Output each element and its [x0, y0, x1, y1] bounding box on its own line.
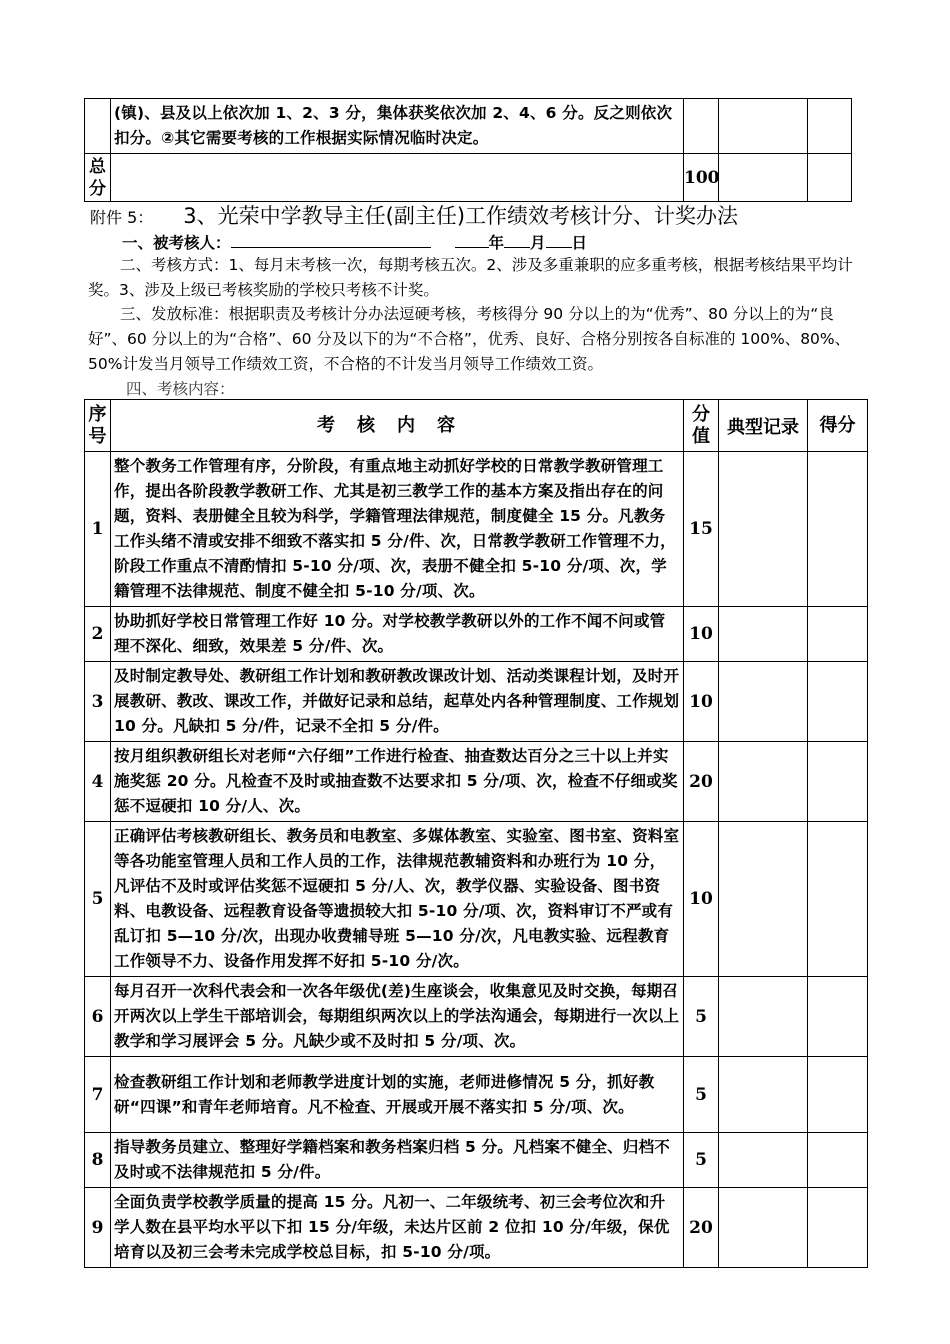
row-got [808, 977, 868, 1057]
attachment-heading: 3、光荣中学教导主任(副主任)工作绩效考核计分、计奖办法 [183, 204, 739, 228]
row-score: 10 [684, 607, 719, 662]
row-content: 整个教务工作管理有序，分阶段，有重点地主动抓好学校的日常教学教研管理工作，提出各阶段教学教研工作、尤其是初三教学工作的基本方案及指出存在的问题，资料、表册健全且较为科学，学籍管理法律规范，制度健全 15 分。凡教务工作头绪不清或安排不细致不落实扣 5 分/件、次，日常教学教研工作管理不力，阶段工作重点不清酌情扣 5-10 分/项、次，表册不健全扣 5-10 分/项、次，学籍管理不法律规范、制度不健全扣 5-10 分/项、次。 [111, 452, 684, 607]
row-no: 7 [85, 1057, 111, 1133]
section-method: 二、考核方式：1、每月末考核一次，每期考核五次。2、涉及多重兼职的应多重考核，根据考核结果平均计奖。3、涉及上级已考核奖励的学校只考核不计奖。 [88, 256, 853, 299]
row-score: 5 [684, 1057, 719, 1133]
previous-score-table [84, 98, 852, 202]
table-row [85, 662, 868, 742]
row-no: 6 [85, 977, 111, 1057]
row-no: 8 [85, 1133, 111, 1188]
table-header-row [85, 400, 868, 452]
table-row [85, 1188, 868, 1268]
row-score: 10 [684, 822, 719, 977]
section-standard: 三、发放标准：根据职责及考核计分办法逗硬考核，考核得分 90 分以上的为“优秀”、80 分以上的为“良好”、60 分以上的为“合格”、60 分及以下的为“不合格”，优秀、良好、合格分别按各自标准的 100%、80%、50%计发当月领导工作绩效工资，不合格的不计发当月领导工作绩效工资。 [88, 305, 851, 373]
row-got [808, 822, 868, 977]
assessment-table [84, 399, 868, 1268]
table-row [85, 452, 868, 607]
row-content: 正确评估考核教研组长、教务员和电教室、多媒体教室、实验室、图书室、资料室等各功能室管理人员和工作人员的工作，法律规范教辅资料和办班行为 10 分，凡评估不及时或评估奖惩不逗硬扣 5 分/人、次，教学仪器、实验设备、图书资料、电教设备、远程教育设备等遗损较大扣 5-10 分/项、次，资料审订不严或有乱订扣 5—10 分/次，出现办收费辅导班 5—10 分/次，凡电教实验、远程教育工作领导不力、设备作用发挥不好扣 5-10 分/次。 [111, 822, 684, 977]
row-content: 全面负责学校教学质量的提高 15 分。凡初一、二年级统考、初三会考位次和升学人数在县平均水平以下扣 15 分/年级，未达片区前 2 位扣 10 分/年级，保优培育以及初三会考未完成学校总目标，扣 5-10 分/项。 [111, 1188, 684, 1268]
row-got [808, 662, 868, 742]
row-score: 20 [684, 1188, 719, 1268]
row-content: 按月组织教研组长对老师“六仔细”工作进行检查、抽查数达百分之三十以上并实施奖惩 20 分。凡检查不及时或抽查数不达要求扣 5 分/项、次，检查不仔细或奖惩不逗硬扣 10 分/人、次。 [111, 742, 684, 822]
row-no: 4 [85, 742, 111, 822]
header-score: 分值 [684, 400, 719, 452]
row-got [808, 742, 868, 822]
row-score: 15 [684, 452, 719, 607]
header-no: 序号 [85, 400, 111, 452]
row-record [719, 607, 808, 662]
header-content: 考核内容 [111, 400, 684, 452]
month-label: 月 [530, 234, 546, 252]
row-record [719, 977, 808, 1057]
row-record [719, 1188, 808, 1268]
row-got [808, 607, 868, 662]
year-label: 年 [488, 234, 505, 252]
row-got [808, 452, 868, 607]
row-content: 每月召开一次科代表会和一次各年级优(差)生座谈会，收集意见及时交换，每期召开两次以上学生干部培训会，每期组织两次以上的学法沟通会，每期进行一次以上教学和学习展评会 5 分。凡缺少或不及时扣 5 分/项、次。 [111, 977, 684, 1057]
row-score: 5 [684, 1133, 719, 1188]
total-label: 总分 [85, 154, 111, 202]
header-record: 典型记录 [719, 400, 808, 452]
row-no: 1 [85, 452, 111, 607]
row-got [808, 1188, 868, 1268]
day-label: 日 [571, 234, 588, 252]
table-row [85, 99, 852, 154]
row-no: 2 [85, 607, 111, 662]
header-got: 得分 [808, 400, 868, 452]
total-row [85, 154, 852, 202]
continuation-text: (镇)、县及以上依次加 1、2、3 分，集体获奖依次加 2、4、6 分。反之则依次扣分。②其它需要考核的工作根据实际情况临时决定。 [111, 99, 684, 154]
row-record [719, 1057, 808, 1133]
table-row [85, 607, 868, 662]
row-no: 3 [85, 662, 111, 742]
row-no: 5 [85, 822, 111, 977]
year-blank [455, 230, 489, 248]
row-record [719, 1133, 808, 1188]
row-record [719, 662, 808, 742]
row-content: 指导教务员建立、整理好学籍档案和教务档案归档 5 分。凡档案不健全、归档不及时或不法律规范扣 5 分/件。 [111, 1133, 684, 1188]
attachment-prefix: 附件 5： [90, 208, 154, 227]
row-record [719, 452, 808, 607]
table-row [85, 822, 868, 977]
day-blank [546, 230, 572, 248]
examinee-blank [231, 230, 431, 248]
row-content: 检查教研组工作计划和老师教学进度计划的实施，老师进修情况 5 分，抓好教研“四课”和青年老师培育。凡不检查、开展或开展不落实扣 5 分/项、次。 [111, 1057, 684, 1133]
row-record [719, 742, 808, 822]
month-blank [504, 230, 530, 248]
row-content: 及时制定教导处、教研组工作计划和教研教改课改计划、活动类课程计划，及时开展教研、教改、课改工作，并做好记录和总结，起草处内各种管理制度、工作规划 10 分。凡缺扣 5 分/件，记录不全扣 5 分/件。 [111, 662, 684, 742]
section-content-heading: 四、考核内容： [126, 380, 235, 398]
row-got [808, 1133, 868, 1188]
row-score: 10 [684, 662, 719, 742]
table-row [85, 977, 868, 1057]
row-record [719, 822, 808, 977]
table-row [85, 742, 868, 822]
attachment-title [90, 200, 738, 230]
row-content: 协助抓好学校日常管理工作好 10 分。对学校教学教研以外的工作不闻不问或管理不深化、细致，效果差 5 分/件、次。 [111, 607, 684, 662]
table-row [85, 1133, 868, 1188]
total-score: 100 [684, 154, 719, 202]
row-no: 9 [85, 1188, 111, 1268]
table-row [85, 1057, 868, 1133]
examinee-label: 一、被考核人： [122, 234, 231, 252]
row-score: 20 [684, 742, 719, 822]
row-got [808, 1057, 868, 1133]
row-score: 5 [684, 977, 719, 1057]
